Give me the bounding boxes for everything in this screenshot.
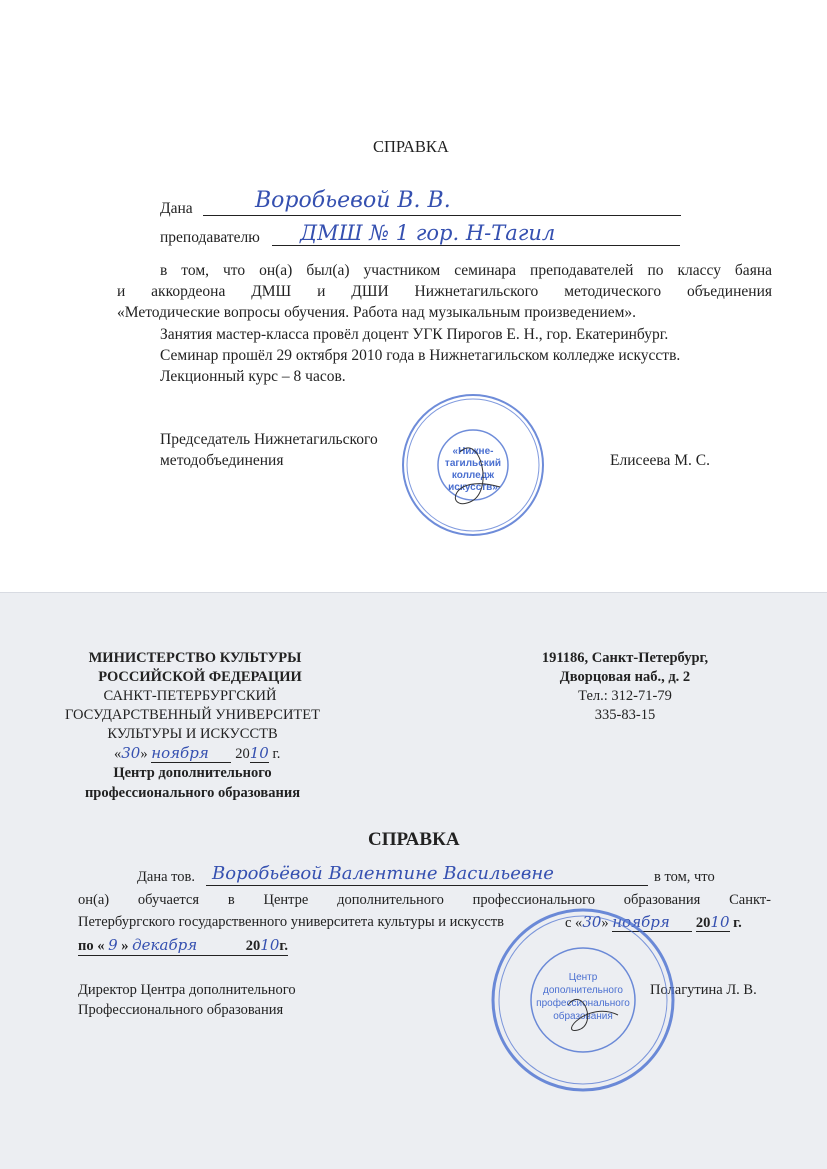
signer-title: Председатель Нижнетагильского [160, 431, 378, 448]
signer-title: Профессионального образования [78, 1002, 284, 1018]
svg-text:«Нижне-: «Нижне- [452, 446, 494, 457]
center-name: Центр дополнительного [113, 765, 272, 781]
svg-text:профессионального: профессионального [536, 998, 630, 1009]
paragraph-line: «Методические вопросы обучения. Работа над музыкальным произведением». [117, 304, 637, 321]
svg-text:дополнительного: дополнительного [543, 985, 623, 996]
to-day: 9 [108, 936, 118, 954]
to-year-hw: 10 [260, 936, 280, 954]
given-line [203, 215, 681, 216]
paragraph-line: и аккордеона ДМШ и ДШИ Нижнетагильского методического объединения [117, 283, 772, 300]
svg-text:Центр: Центр [568, 972, 598, 983]
given-suffix: в том, что [654, 869, 715, 885]
signer-title: Директор Центра дополнительного [78, 982, 296, 998]
issue-date: «30» ноября 2010 г. [114, 744, 281, 762]
svg-text:образования: образования [553, 1011, 613, 1022]
address-line: Дворцовая наб., д. 2 [559, 669, 691, 685]
teacher-label: преподавателю [160, 229, 260, 246]
phone-line: Тел.: 312-71-79 [578, 688, 672, 704]
center-name: профессионального образования [84, 785, 301, 801]
from-date: с «30» ноября 2010 г. [565, 913, 742, 931]
date-g: г. [272, 746, 281, 762]
ministry-line: МИНИСТЕРСТВО КУЛЬТУРЫ [88, 650, 302, 666]
given-value: Воробьёвой Валентине Васильевне [212, 863, 554, 884]
signer-name: Полагутина Л. В. [650, 982, 757, 998]
certificate-title: СПРАВКА [373, 137, 449, 156]
body-line: Петербургского государственного университета культуры и искусств [78, 914, 504, 930]
official-stamp [488, 905, 678, 1095]
from-year-hw: 10 [710, 913, 730, 931]
date-month: ноября [151, 744, 231, 763]
date-year-suffix: 10 [249, 744, 269, 762]
svg-text:искусств»: искусств» [448, 482, 498, 493]
official-stamp [400, 392, 546, 538]
year-g: г. [279, 938, 288, 954]
course-line: Лекционный курс – 8 часов. [160, 368, 346, 385]
master-class-line: Занятия мастер-класса провёл доцент УГК Пирогов Е. Н., гор. Екатеринбург. [160, 326, 669, 343]
given-value: Воробьевой В. В. [255, 188, 451, 213]
given-label: Дана [160, 200, 193, 217]
from-year: 20 [695, 915, 711, 931]
year-g: г. [733, 915, 742, 931]
seminar-line: Семинар прошёл 29 октября 2010 года в Нижнетагильском колледже искусств. [160, 347, 681, 364]
date-day: 30 [121, 744, 141, 762]
signer-name: Елисеева М. С. [610, 452, 710, 469]
to-month: декабря [132, 936, 198, 954]
from-day: 30 [582, 913, 602, 931]
university-line: САНКТ-ПЕТЕРБУРГСКИЙ [103, 688, 277, 704]
certificate-title: СПРАВКА [368, 829, 460, 850]
svg-text:тагильский: тагильский [444, 458, 502, 469]
certificate-2 [0, 592, 827, 1169]
given-line [206, 885, 648, 886]
university-line: КУЛЬТУРЫ И ИСКУССТВ [107, 726, 278, 742]
teacher-line [272, 245, 680, 246]
to-label: по « [78, 938, 105, 954]
given-label: Дана тов. [137, 869, 196, 885]
teacher-value: ДМШ № 1 гор. Н-Тагил [300, 221, 556, 245]
signer-title: методобъединения [160, 452, 284, 469]
svg-text:колледж: колледж [451, 470, 495, 481]
address-line: 191186, Санкт-Петербург, [541, 650, 709, 666]
from-label: с « [565, 915, 583, 931]
from-month: ноября [612, 913, 692, 932]
paragraph-line: в том, что он(а) был(а) участником семинара преподавателей по классу баяна [160, 262, 772, 279]
to-year: 20 [245, 938, 261, 954]
phone-line: 335-83-15 [594, 707, 656, 723]
university-line: ГОСУДАРСТВЕННЫЙ УНИВЕРСИТЕТ [65, 707, 320, 723]
body-line: он(а) обучается в Центре дополнительного профессионального образования Санкт- [78, 892, 771, 908]
date-year-prefix: 20 [235, 746, 250, 762]
to-date: по « 9 » декабря 2010г. [78, 936, 288, 954]
ministry-line: РОССИЙСКОЙ ФЕДЕРАЦИИ [98, 669, 302, 685]
